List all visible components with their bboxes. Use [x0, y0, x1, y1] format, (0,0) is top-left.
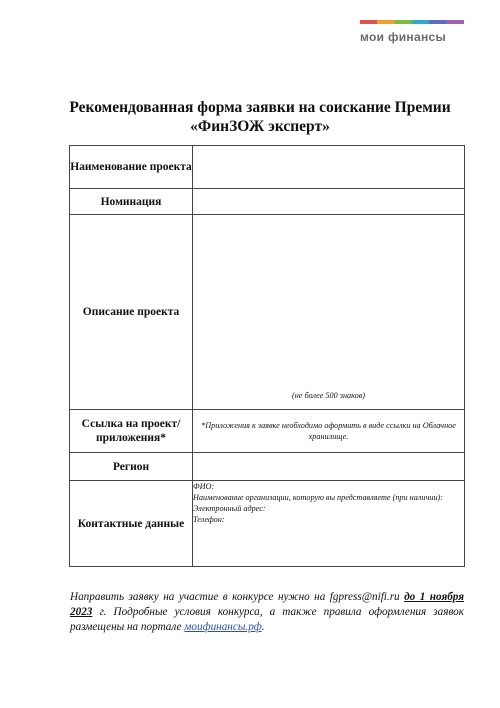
footer-text-2: г. Подробные условия конкурса, а также правила оформления заявок размещены на портале: [70, 606, 464, 633]
logo-text: мои финансы: [360, 30, 447, 44]
contacts-org: Наименование организации, которую вы представляете (при наличии):: [193, 493, 444, 502]
footer-text-3: .: [261, 621, 265, 633]
application-form-table: [69, 145, 465, 567]
contacts-email: Электронный адрес:: [193, 504, 266, 513]
row-region: [70, 453, 465, 481]
logo-color-segment: [377, 20, 394, 24]
description-label: Описание проекта: [70, 215, 193, 410]
project-name-label: Наименование проекта: [70, 146, 193, 189]
footer-deadline: до 1 ноября 2023: [70, 591, 464, 618]
row-nomination: [70, 189, 465, 215]
document-title: [60, 98, 460, 136]
portal-link[interactable]: моифинансы.рф: [184, 621, 262, 633]
logo-color-segment: [412, 20, 429, 24]
footer-text-1: Направить заявку на участие в конкурсе нужно на fgpress@nifi.ru: [70, 591, 405, 603]
contacts-fio: ФИО:: [193, 482, 215, 491]
row-link: [70, 410, 465, 453]
nomination-label: Номинация: [70, 189, 193, 215]
contacts-phone: Телефон:: [193, 515, 225, 524]
logo-color-segment: [395, 20, 412, 24]
link-field[interactable]: [193, 410, 465, 453]
row-description: [70, 215, 465, 410]
region-field[interactable]: [193, 453, 465, 481]
link-label: Ссылка на проект/приложения*: [70, 410, 193, 453]
footer-instructions: [70, 590, 464, 635]
row-contacts: [70, 481, 465, 567]
project-name-field[interactable]: [193, 146, 465, 189]
region-label: Регион: [70, 453, 193, 481]
contacts-label: Контактные данные: [70, 481, 193, 567]
logo-color-segment: [360, 20, 377, 24]
contacts-field[interactable]: [193, 481, 465, 567]
row-project-name: [70, 146, 465, 189]
description-note-wrap: [193, 215, 464, 409]
description-field[interactable]: [193, 215, 465, 410]
link-note: *Приложения к заявке необходимо оформить в виде ссылки на Облачное хранилище.: [201, 421, 456, 441]
title-line-1: Рекомендованная форма заявки на соискание Премии: [69, 99, 451, 116]
title-line-2: «ФинЗОЖ эксперт»: [190, 118, 330, 135]
logo: [360, 20, 464, 44]
nomination-field[interactable]: [193, 189, 465, 215]
description-note: (не более 500 знаков): [291, 391, 366, 400]
logo-color-segment: [447, 20, 464, 24]
logo-color-bar: [360, 20, 464, 24]
logo-color-segment: [429, 20, 446, 24]
